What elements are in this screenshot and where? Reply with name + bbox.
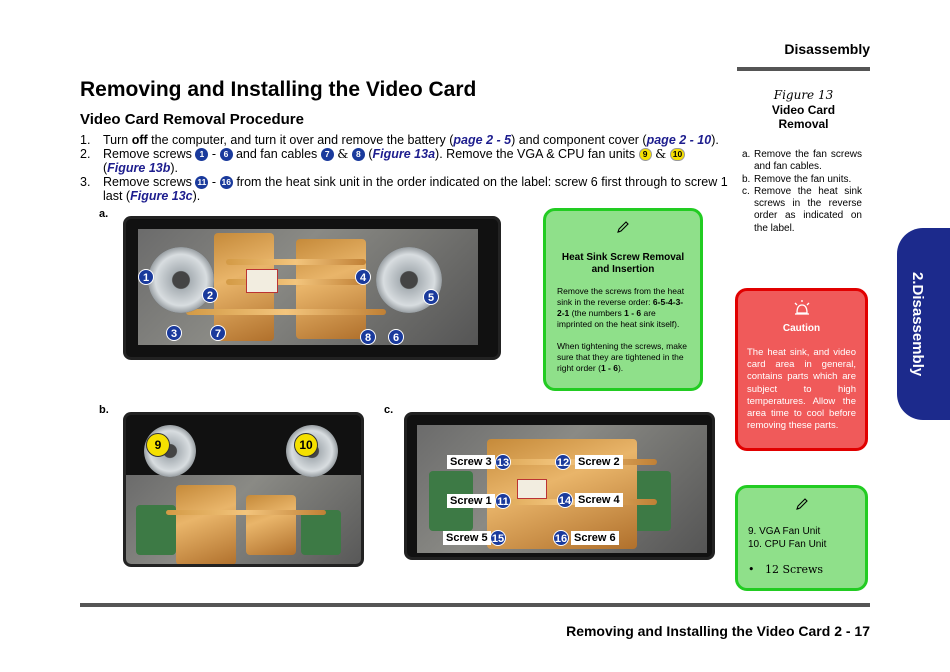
callout-11: 11 bbox=[495, 493, 511, 509]
cable-badge: 7 bbox=[321, 148, 334, 161]
procedure-steps bbox=[80, 133, 730, 203]
footer-title: Removing and Installing the Video Card 2 - 17 bbox=[566, 623, 870, 639]
heat-sink-note-text: Remove the screws from the heat sink in the reverse order: 6-5-4-3-2-1 (the numbers 1 - 6 are imprinted on the heat sink itself). bbox=[557, 286, 685, 329]
screw-badge: 1 bbox=[195, 148, 208, 161]
fan-badge: 9 bbox=[639, 148, 652, 161]
callout-10: 10 bbox=[294, 433, 318, 457]
callout-2: 2 bbox=[202, 287, 218, 303]
callout-3: 3 bbox=[166, 325, 182, 341]
figure-c-photo bbox=[404, 412, 715, 560]
step-3: 3. Remove screws 11 - 16 from the heat sink unit in the order indicated on the label: screw 6 first through to screw 1 last (Figure 13c). bbox=[80, 175, 728, 203]
callout-1: 1 bbox=[138, 269, 154, 285]
figure-number: Figure 13 bbox=[773, 88, 834, 102]
figure-b-photo bbox=[123, 412, 364, 567]
header-section-title: Disassembly bbox=[784, 41, 870, 57]
heat-sink-note-title: Heat Sink Screw Removal and Insertion bbox=[561, 252, 685, 275]
parts-note-list: 9. VGA Fan Unit 10. CPU Fan Unit bbox=[748, 526, 827, 550]
caution-icon bbox=[738, 299, 865, 322]
figure-caption: Video Card Removal bbox=[771, 103, 836, 131]
screws-count: • 12 Screws bbox=[748, 563, 824, 576]
figure-item-list bbox=[742, 149, 862, 235]
screw-label: Screw 6 bbox=[571, 531, 619, 545]
screw-label: Screw 3 bbox=[447, 455, 495, 469]
section-title: Video Card Removal Procedure bbox=[80, 111, 304, 128]
caution-text: The heat sink, and video card area in general, contains parts which are subject to high temperatures. Allow the area time to cool before removing these parts. bbox=[747, 347, 856, 432]
heat-sink-note-text-2: When tightening the screws, make sure that they are tightened in the right order (1 - 6). bbox=[557, 341, 687, 373]
header-rule bbox=[737, 67, 870, 71]
screw-label: Screw 4 bbox=[575, 493, 623, 507]
callout-6: 6 bbox=[388, 329, 404, 345]
screw-label: Screw 5 bbox=[443, 531, 491, 545]
step-2: 2. Remove screws 1 - 6 and fan cables 7 & 8 (Figure 13a). Remove the VGA & CPU fan units 9 & 10 (Figure 13b). bbox=[80, 147, 730, 175]
cable-badge: 8 bbox=[352, 148, 365, 161]
callout-9: 9 bbox=[146, 433, 170, 457]
heat-sink-note bbox=[543, 208, 703, 391]
page-title: Removing and Installing the Video Card bbox=[80, 78, 477, 101]
screw-label: Screw 2 bbox=[575, 455, 623, 469]
page-link[interactable]: page 2 - 5 bbox=[453, 133, 512, 147]
page-link[interactable]: page 2 - 10 bbox=[646, 133, 712, 147]
callout-4: 4 bbox=[355, 269, 371, 285]
fan-badge: 10 bbox=[670, 148, 685, 161]
figure-item: c. Remove the heat sink screws in the reverse order as indicated on the label. bbox=[742, 185, 862, 234]
screw-badge: 11 bbox=[197, 177, 207, 187]
figure-link[interactable]: Figure 13a bbox=[372, 147, 436, 161]
figure-a-photo bbox=[123, 216, 501, 360]
parts-note bbox=[735, 485, 868, 591]
figure-a-label: a. bbox=[99, 208, 109, 220]
caution-title: Caution bbox=[782, 323, 821, 334]
step-1: 1. Turn off the computer, and turn it over and remove the battery (page 2 - 5) and component cover (page 2 - 10). bbox=[80, 133, 719, 147]
callout-13: 13 bbox=[495, 454, 511, 470]
screw-badge: 16 bbox=[221, 177, 231, 187]
footer-rule bbox=[80, 603, 870, 607]
callout-7: 7 bbox=[210, 325, 226, 341]
callout-14: 14 bbox=[557, 492, 573, 508]
screw-label: Screw 1 bbox=[447, 494, 495, 508]
chapter-tab-label: 2.Disassembly bbox=[909, 271, 926, 377]
figure-link[interactable]: Figure 13b bbox=[107, 161, 171, 175]
callout-15: 15 bbox=[490, 530, 506, 546]
callout-12: 12 bbox=[555, 454, 571, 470]
figure-item: a. Remove the fan screws and fan cables. bbox=[742, 149, 862, 173]
caution-box bbox=[735, 288, 868, 451]
screw-badge: 6 bbox=[220, 148, 233, 161]
callout-5: 5 bbox=[423, 289, 439, 305]
figure-item: b. Remove the fan units. bbox=[742, 173, 852, 185]
figure-b-label: b. bbox=[99, 404, 109, 416]
pencil-icon bbox=[738, 496, 865, 517]
figure-c-label: c. bbox=[384, 404, 394, 416]
pencil-icon bbox=[546, 219, 700, 240]
callout-8: 8 bbox=[360, 329, 376, 345]
figure-link[interactable]: Figure 13c bbox=[130, 189, 193, 203]
callout-16: 16 bbox=[553, 530, 569, 546]
